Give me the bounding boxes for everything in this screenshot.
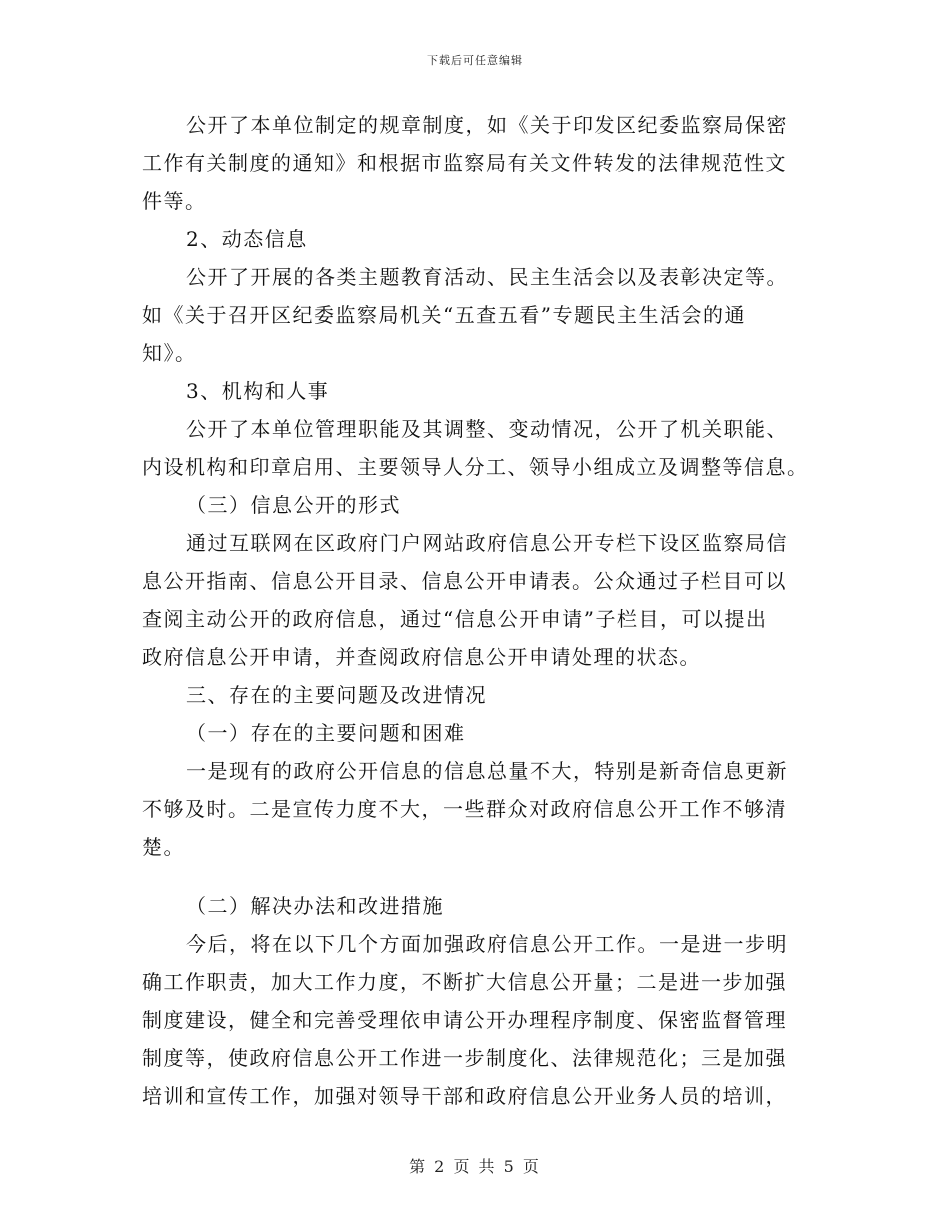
paragraph-line: 公开了开展的各类主题教育活动、民主生活会以及表彰决定等。: [186, 265, 788, 289]
paragraph-line: 知》。: [142, 341, 197, 365]
paragraph-line: 件等。: [142, 189, 207, 213]
paragraph-line: 息公开指南、信息公开目录、信息公开申请表。公众通过子栏目可以: [142, 569, 787, 593]
section-heading: 2、动态信息: [186, 227, 308, 251]
document-body: [142, 106, 810, 1115]
paragraph-line: 制度等，使政府信息公开工作进一步制度化、法律规范化；三是加强: [142, 1046, 787, 1070]
paragraph-line: 今后，将在以下几个方面加强政府信息公开工作。一是进一步明: [186, 932, 788, 956]
paragraph-line: 查阅主动公开的政府信息，通过“信息公开申请”子栏目，可以提出: [142, 607, 768, 631]
section-heading: （三）信息公开的形式: [186, 493, 401, 517]
paragraph-line: 公开了本单位管理职能及其调整、变动情况，公开了机关职能、: [186, 417, 788, 441]
paragraph-line: 工作有关制度的通知》和根据市监察局有关文件转发的法律规范性文: [142, 151, 787, 175]
paragraph-line: 确工作职责，加大工作力度，不断扩大信息公开量；二是进一步加强: [142, 970, 787, 994]
paragraph-line: 楚。: [142, 835, 185, 859]
paragraph-line: 制度建设，健全和完善受理依申请公开办理程序制度、保密监督管理: [142, 1008, 787, 1032]
paragraph-line: 政府信息公开申请，并查阅政府信息公开申请处理的状态。: [142, 645, 701, 669]
paragraph-line: 通过互联网在区政府门户网站政府信息公开专栏下设区监察局信: [186, 531, 788, 555]
section-heading: 三、存在的主要问题及改进情况: [186, 683, 487, 707]
paragraph-line: 内设机构和印章启用、主要领导人分工、领导小组成立及调整等信息。: [142, 455, 809, 479]
paragraph-line: 培训和宣传工作，加强对领导干部和政府信息公开业务人员的培训，: [142, 1084, 787, 1108]
paragraph-line: 一是现有的政府公开信息的信息总量不大，特别是新奇信息更新: [186, 759, 788, 783]
paragraph-line: 公开了本单位制定的规章制度，如《关于印发区纪委监察局保密: [186, 113, 788, 137]
page-header: 下载后可任意编辑: [427, 54, 523, 67]
paragraph-gap: [142, 866, 810, 887]
page-footer: 第 2 页 共 5 页: [409, 1157, 541, 1176]
paragraph-line: 不够及时。二是宣传力度不大，一些群众对政府信息公开工作不够清: [142, 797, 787, 821]
section-heading: 3、机构和人事: [186, 379, 330, 403]
paragraph-line: 如《关于召开区纪委监察局机关“五查五看”专题民主生活会的通: [142, 303, 746, 327]
section-heading: （一）存在的主要问题和困难: [186, 721, 466, 745]
section-heading: （二）解决办法和改进措施: [186, 894, 444, 918]
